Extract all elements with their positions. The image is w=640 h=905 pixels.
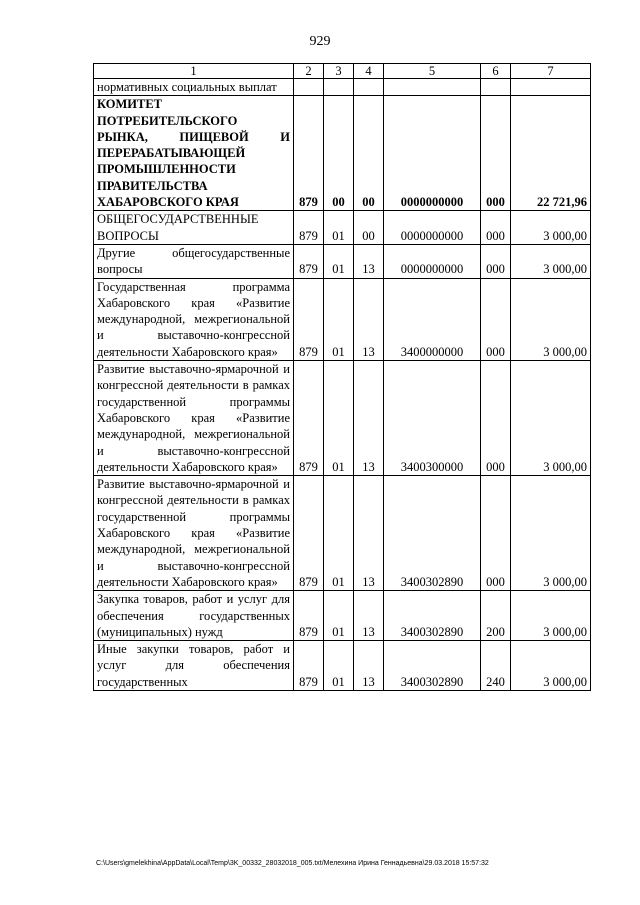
amount: 3 000,00 <box>511 211 591 245</box>
amount: 3 000,00 <box>511 244 591 278</box>
amount: 3 000,00 <box>511 591 591 641</box>
section-code: 01 <box>324 278 354 360</box>
amount: 22 721,96 <box>511 96 591 211</box>
budget-table <box>93 63 591 691</box>
column-header: 6 <box>481 64 511 79</box>
column-header: 4 <box>354 64 384 79</box>
amount: 3 000,00 <box>511 641 591 691</box>
table-row <box>94 211 591 245</box>
section-code: 01 <box>324 211 354 245</box>
subsection-code <box>354 79 384 96</box>
page-number: 929 <box>309 34 331 49</box>
expense-type-code: 000 <box>481 278 511 360</box>
row-name: Иные закупки товаров, работ и услуг для обеспечения государственных <box>94 641 294 691</box>
row-name: Развитие выставочно-ярмарочной и конгрессной деятельности в рамках государственной программы Хабаровского края «Развитие международной, межрегиональной и выставочно-конгрессной деятельности Хабаровского края» <box>94 476 294 591</box>
amount: 3 000,00 <box>511 361 591 476</box>
row-name: Развитие выставочно-ярмарочной и конгрессной деятельности в рамках государственной программы Хабаровского края «Развитие международной, межрегиональной и выставочно-конгрессной деятельности Хабаровского края» <box>94 361 294 476</box>
expense-type-code <box>481 79 511 96</box>
table-row <box>94 278 591 360</box>
expense-type-code: 200 <box>481 591 511 641</box>
row-name: КОМИТЕТ ПОТРЕБИТЕЛЬСКОГО РЫНКА, ПИЩЕВОЙ И ПЕРЕРАБАТЫВАЮЩЕЙ ПРОМЫШЛЕННОСТИ ПРАВИТЕЛЬСТВА ХАБАРОВСКОГО КРАЯ <box>94 96 294 211</box>
table-row <box>94 476 591 591</box>
column-header: 7 <box>511 64 591 79</box>
row-name: Другие общегосударственные вопросы <box>94 244 294 278</box>
ministry-code: 879 <box>294 96 324 211</box>
row-name: ОБЩЕГОСУДАРСТВЕННЫЕ ВОПРОСЫ <box>94 211 294 245</box>
expense-type-code: 000 <box>481 476 511 591</box>
ministry-code: 879 <box>294 591 324 641</box>
expense-type-code: 000 <box>481 361 511 476</box>
table-row <box>94 591 591 641</box>
target-article-code: 3400302890 <box>384 476 481 591</box>
section-code: 01 <box>324 641 354 691</box>
ministry-code: 879 <box>294 361 324 476</box>
column-header: 2 <box>294 64 324 79</box>
section-code: 01 <box>324 361 354 476</box>
ministry-code: 879 <box>294 278 324 360</box>
ministry-code: 879 <box>294 244 324 278</box>
target-article-code: 0000000000 <box>384 211 481 245</box>
subsection-code: 00 <box>354 96 384 211</box>
table-row <box>94 79 591 96</box>
amount <box>511 79 591 96</box>
footer-file-path: C:\Users\gmelekhina\AppData\Local\Temp\3K_00332_28032018_005.txt/Мелехина Ирина Геннадьевна\29.03.2018 15:57:32 <box>96 860 489 867</box>
expense-type-code: 000 <box>481 211 511 245</box>
target-article-code: 3400302890 <box>384 641 481 691</box>
column-header: 5 <box>384 64 481 79</box>
subsection-code: 13 <box>354 476 384 591</box>
section-code <box>324 79 354 96</box>
amount: 3 000,00 <box>511 278 591 360</box>
ministry-code: 879 <box>294 476 324 591</box>
table-header-row <box>94 64 591 79</box>
section-code: 01 <box>324 476 354 591</box>
expense-type-code: 000 <box>481 244 511 278</box>
target-article-code: 3400302890 <box>384 591 481 641</box>
expense-type-code: 000 <box>481 96 511 211</box>
table-row <box>94 641 591 691</box>
ministry-code <box>294 79 324 96</box>
subsection-code: 00 <box>354 211 384 245</box>
target-article-code: 0000000000 <box>384 96 481 211</box>
subsection-code: 13 <box>354 278 384 360</box>
column-header: 3 <box>324 64 354 79</box>
row-name: нормативных социальных выплат <box>94 79 294 96</box>
amount: 3 000,00 <box>511 476 591 591</box>
ministry-code: 879 <box>294 211 324 245</box>
row-name: Закупка товаров, работ и услуг для обеспечения государственных (муниципальных) нужд <box>94 591 294 641</box>
table-row <box>94 361 591 476</box>
section-code: 01 <box>324 244 354 278</box>
target-article-code <box>384 79 481 96</box>
subsection-code: 13 <box>354 591 384 641</box>
subsection-code: 13 <box>354 244 384 278</box>
row-name: Государственная программа Хабаровского края «Развитие международной, межрегиональной и выставочно-конгрессной деятельности Хабаровского края» <box>94 278 294 360</box>
subsection-code: 13 <box>354 641 384 691</box>
table-row <box>94 244 591 278</box>
section-code: 01 <box>324 591 354 641</box>
subsection-code: 13 <box>354 361 384 476</box>
column-header: 1 <box>94 64 294 79</box>
expense-type-code: 240 <box>481 641 511 691</box>
ministry-code: 879 <box>294 641 324 691</box>
target-article-code: 3400000000 <box>384 278 481 360</box>
table-row <box>94 96 591 211</box>
target-article-code: 3400300000 <box>384 361 481 476</box>
target-article-code: 0000000000 <box>384 244 481 278</box>
section-code: 00 <box>324 96 354 211</box>
